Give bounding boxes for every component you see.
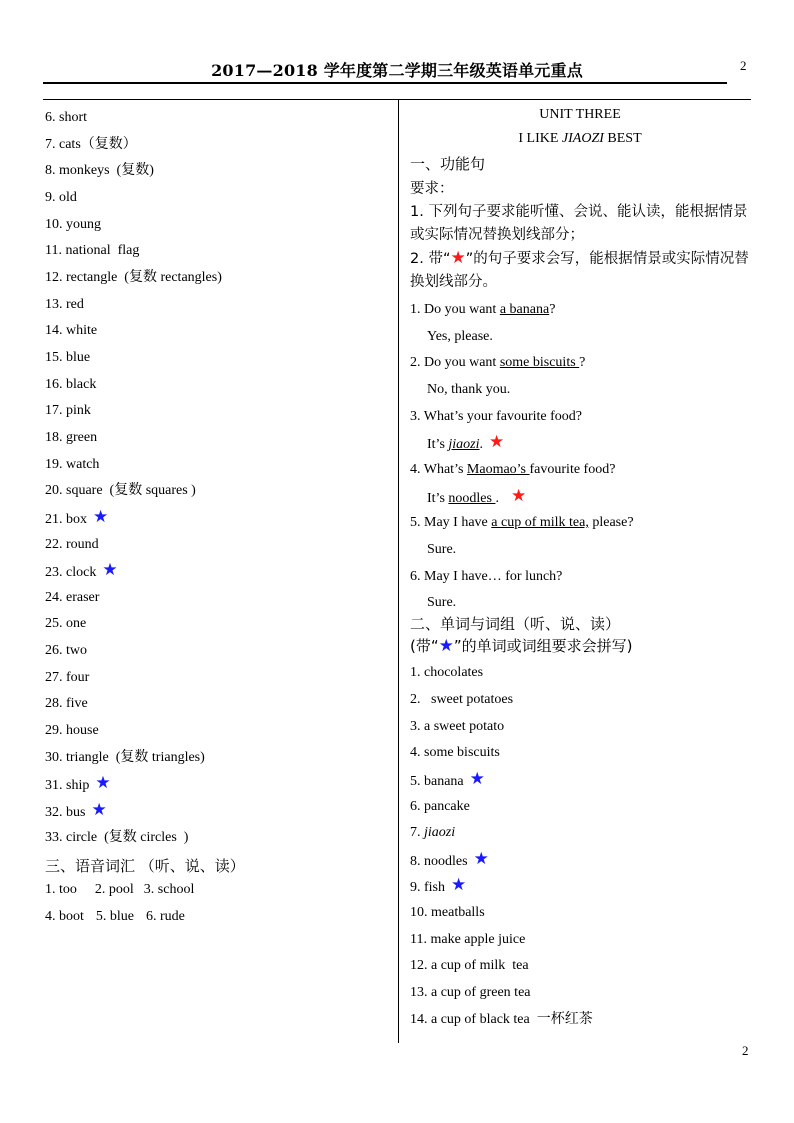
underlined-phrase: Maomao’s [466, 461, 530, 477]
item-number: 17. [45, 403, 63, 419]
left-column [45, 108, 390, 934]
sentence-text: It’s [427, 437, 449, 453]
list-item [45, 348, 390, 375]
sentence-text: It’s [427, 490, 449, 506]
list-item [410, 770, 755, 797]
sentence-question [410, 460, 755, 487]
column-top-rule [43, 99, 751, 100]
sentence-answer: Sure. [427, 595, 457, 611]
item-text: a sweet potato [424, 718, 505, 734]
item-number: 31. [45, 778, 63, 794]
list-item [45, 561, 390, 588]
list-item [45, 535, 390, 562]
requirement-1: 1. 下列句子要求能听懂、会说、能认读，能根据情景或实际情况替换划线部分； [410, 204, 748, 243]
item-text: old [59, 189, 77, 205]
sentence-question [410, 353, 755, 380]
list-item [45, 215, 390, 242]
sentence-text: ? [549, 302, 556, 317]
item-number: 21. [45, 511, 63, 527]
item-number: 11. [45, 243, 62, 259]
item-text: pancake [424, 798, 470, 814]
item-text: noodles [424, 853, 468, 869]
item-number: 22. [45, 536, 63, 552]
star-icon: ★ [102, 560, 118, 580]
item-number: 28. [45, 696, 63, 712]
section1-heading: 一、功能句 [410, 155, 486, 173]
item-number: 27. [45, 669, 63, 685]
req2-prefix: 2. 带“ [410, 251, 451, 267]
list-item [410, 690, 755, 717]
item-number: 3. [410, 718, 421, 734]
item-text: house [66, 723, 99, 739]
item-text: national flag [65, 243, 140, 259]
item-number: 2. [410, 691, 421, 707]
star-icon: ★ [95, 773, 111, 793]
note-text: ”的单词或词组要求会拼写) [453, 637, 633, 656]
item-number: 19. [45, 456, 63, 472]
phonics-word: 5. blue [95, 909, 134, 925]
item-text: sweet potatoes [424, 691, 514, 707]
phonics-row [45, 880, 390, 907]
sentence-answer: Sure. [427, 541, 457, 557]
item-number: 14. [45, 323, 63, 339]
list-item [410, 903, 755, 930]
page-title: 2017—2018 学年度第二学期三年级英语单元重点 [211, 61, 583, 80]
item-text: jiaozi [424, 825, 456, 841]
item-text: bus [66, 805, 86, 821]
star-icon: ★ [91, 800, 107, 820]
list-item [45, 401, 390, 428]
star-icon: ★ [510, 485, 527, 505]
item-number: 32. [45, 805, 63, 821]
sentence-text: favourite food? [529, 461, 616, 477]
sentence-text: 4. What’s [410, 461, 467, 477]
item-text: short [59, 110, 87, 125]
item-text: clock [66, 565, 97, 581]
unit-subtitle-italic: JIAOZI [561, 131, 604, 146]
list-item [45, 588, 390, 615]
sentence-answer: Yes, please. [427, 328, 493, 344]
sentence-question [410, 513, 755, 540]
item-number: 18. [45, 429, 63, 445]
phonics-heading: 三、语音词汇 （听、说、读） [45, 857, 245, 876]
item-number: 23. [45, 565, 63, 581]
note-text: (带“ [410, 637, 439, 656]
list-item [45, 774, 390, 801]
item-number: 12. [45, 269, 63, 285]
sentence-text: . [479, 437, 484, 453]
item-text: two [66, 643, 87, 659]
list-item [45, 375, 390, 402]
star-icon: ★ [450, 248, 466, 268]
item-text: a cup of black tea 一杯红茶 [431, 1011, 593, 1027]
phonics-word: 4. boot [45, 909, 84, 925]
header-rule [43, 82, 727, 84]
underlined-phrase: noodles [448, 490, 496, 506]
item-text: meatballs [431, 905, 485, 921]
list-item [410, 930, 755, 957]
phonics-word: 3. school [143, 882, 195, 898]
column-divider [398, 99, 399, 1043]
list-item [45, 481, 390, 508]
footer-page-number: 2 [742, 1043, 749, 1058]
item-text: fish [424, 880, 445, 896]
item-text: green [66, 429, 98, 445]
section2-heading: 二、单词与词组（听、说、读） [410, 615, 621, 634]
underlined-phrase: a cup of milk tea, [491, 515, 589, 531]
item-number: 33. [45, 829, 63, 845]
item-number: 30. [45, 749, 63, 765]
phonics-word: 2. pool [94, 882, 134, 898]
star-icon: ★ [451, 875, 467, 895]
vocab-list [45, 108, 390, 854]
list-item [45, 188, 390, 215]
list-item [45, 828, 390, 855]
item-text: one [66, 616, 87, 632]
item-number: 9. [45, 189, 56, 205]
item-number: 6. [45, 110, 56, 125]
list-item [45, 108, 390, 135]
item-number: 29. [45, 723, 63, 739]
list-item [45, 295, 390, 322]
sentence-question [410, 300, 755, 327]
underlined-phrase: some biscuits [499, 355, 580, 371]
item-number: 7. [45, 136, 56, 152]
item-text: cats（复数） [59, 136, 137, 152]
list-item [410, 1010, 755, 1037]
list-item [45, 135, 390, 162]
list-item [410, 663, 755, 690]
item-text: a cup of green tea [431, 985, 531, 1001]
item-number: 12. [410, 958, 428, 974]
item-text: round [66, 536, 99, 552]
list-item [410, 983, 755, 1010]
item-text: red [66, 296, 84, 312]
item-text: triangle (复数 triangles) [66, 749, 205, 765]
list-item [410, 823, 755, 850]
list-item [45, 241, 390, 268]
item-number: 1. [410, 665, 421, 681]
item-text: monkeys (复数) [59, 163, 154, 179]
req2-suffix: ”的句子要求会写，能根据情景或实际情况替换划线部分。 [410, 251, 749, 290]
item-text: box [66, 511, 87, 527]
item-number: 6. [410, 798, 421, 814]
unit-subtitle [410, 128, 750, 152]
item-number: 13. [45, 296, 63, 312]
item-text: eraser [66, 589, 100, 605]
sentence-answer [410, 487, 755, 514]
list-item [45, 694, 390, 721]
list-item [45, 748, 390, 775]
list-item [45, 428, 390, 455]
requirement-2 [410, 247, 755, 294]
item-number: 16. [45, 376, 63, 392]
list-item [45, 668, 390, 695]
sentence-text: 1. Do you want [410, 302, 500, 317]
star-icon: ★ [93, 506, 109, 526]
underlined-phrase: jiaozi [448, 437, 480, 453]
item-number: 10. [410, 905, 428, 921]
list-item [45, 268, 390, 295]
item-number: 7. [410, 825, 421, 841]
list-item [45, 801, 390, 828]
sentence-text: . [495, 490, 499, 506]
sentence-answer: No, thank you. [427, 381, 511, 397]
unit-subtitle-prefix: I LIKE [518, 131, 562, 146]
item-text: four [66, 669, 90, 685]
list-item [410, 956, 755, 983]
list-item [410, 717, 755, 744]
star-icon: ★ [438, 636, 454, 657]
item-number: 8. [410, 853, 421, 869]
star-icon: ★ [473, 848, 489, 868]
unit-subtitle-suffix: BEST [603, 131, 642, 146]
item-text: young [66, 216, 101, 232]
underlined-phrase: a banana [499, 302, 550, 317]
item-number: 15. [45, 349, 63, 365]
list-item [45, 455, 390, 482]
sentence-text: ? [579, 355, 586, 371]
item-number: 4. [410, 745, 421, 761]
right-column [410, 104, 755, 1036]
list-item [410, 797, 755, 824]
list-item [45, 161, 390, 188]
item-number: 11. [410, 931, 427, 947]
item-text: some biscuits [424, 745, 500, 761]
item-text: circle (复数 circles ) [66, 829, 189, 845]
item-number: 9. [410, 880, 421, 896]
requirements-label: 要求： [410, 181, 454, 197]
item-text: rectangle (复数 rectangles) [66, 269, 222, 285]
item-text: pink [66, 403, 91, 419]
item-text: a cup of milk tea [431, 958, 529, 974]
list-item [410, 876, 755, 903]
sentence-answer [410, 433, 755, 460]
item-number: 14. [410, 1011, 428, 1027]
item-text: ship [66, 778, 90, 794]
header-page-number: 2 [740, 58, 747, 73]
phonics-word: 1. too [45, 882, 77, 898]
list-item [410, 850, 755, 877]
phonics-word: 6. rude [146, 909, 185, 925]
phonics-row [45, 907, 390, 934]
item-number: 5. [410, 773, 421, 789]
sentence-question: 3. What’s your favourite food? [410, 408, 582, 424]
item-number: 13. [410, 985, 428, 1001]
item-text: make apple juice [430, 931, 526, 947]
item-number: 24. [45, 589, 63, 605]
section2-note [410, 635, 755, 663]
star-icon: ★ [469, 768, 485, 788]
item-number: 26. [45, 643, 63, 659]
item-number: 25. [45, 616, 63, 632]
word-list [410, 663, 755, 1036]
item-text: white [66, 323, 98, 339]
item-text: chocolates [424, 665, 484, 681]
sentence-text: 2. Do you want [410, 355, 500, 371]
sentence-text: please? [588, 515, 634, 531]
list-item [45, 721, 390, 748]
item-text: banana [424, 773, 464, 789]
item-number: 8. [45, 163, 56, 179]
item-number: 10. [45, 216, 63, 232]
item-text: blue [66, 349, 91, 365]
list-item [410, 743, 755, 770]
sentence-question: 6. May I have… for lunch? [410, 568, 563, 584]
item-text: five [66, 696, 88, 712]
item-text: watch [66, 456, 100, 472]
list-item [45, 641, 390, 668]
sentence-text: 5. May I have [410, 515, 492, 531]
item-text: square (复数 squares ) [66, 483, 196, 499]
list-item [45, 321, 390, 348]
unit-title: UNIT THREE [539, 107, 621, 122]
star-icon: ★ [489, 432, 505, 452]
item-text: black [66, 376, 97, 392]
list-item [45, 508, 390, 535]
item-number: 20. [45, 483, 63, 499]
list-item [45, 614, 390, 641]
